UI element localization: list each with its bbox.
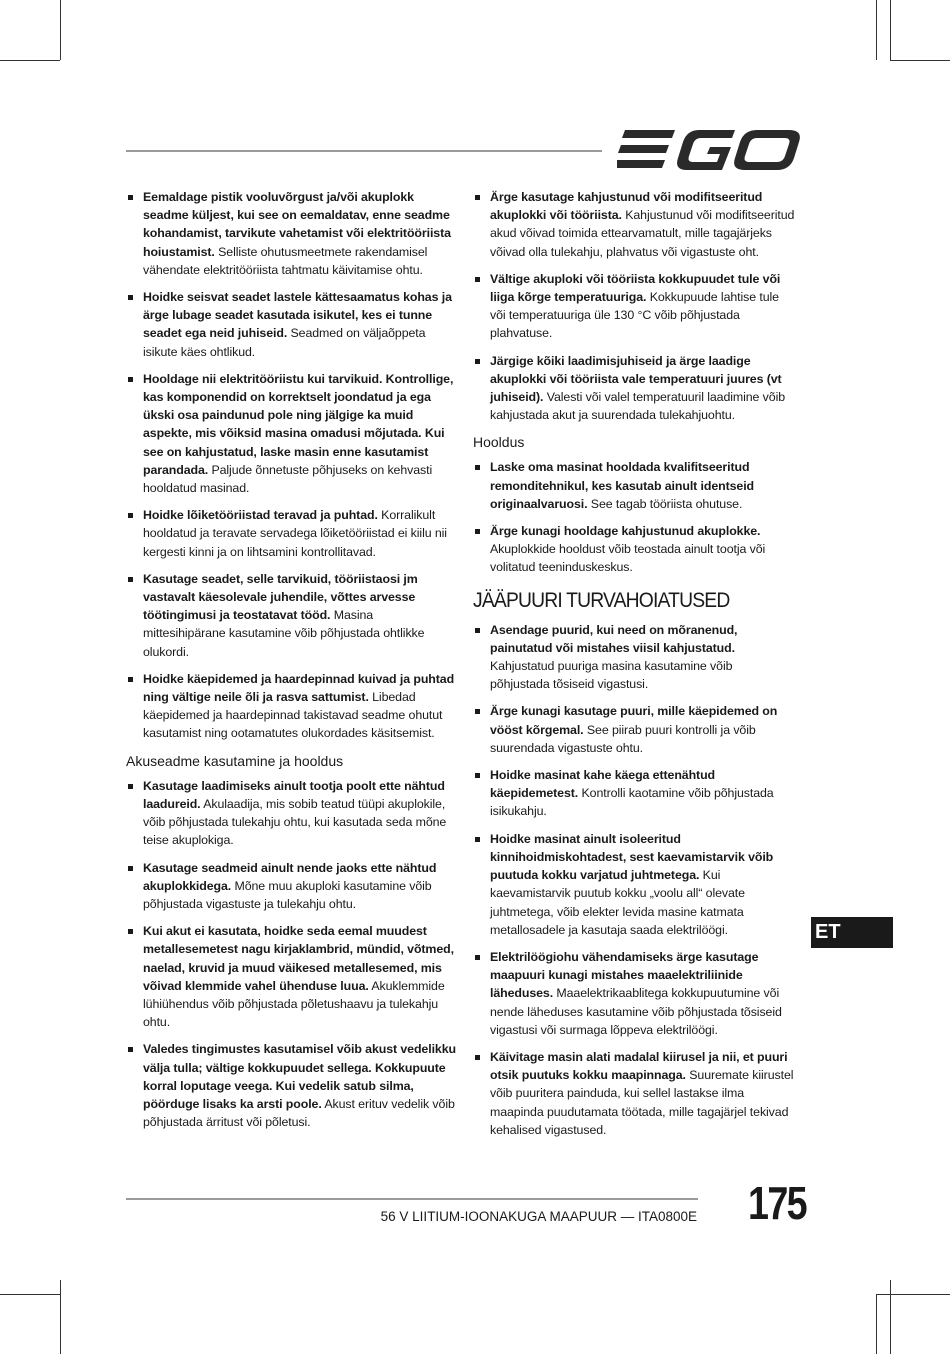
list-item: Valedes tingimustes kasutamisel võib akust vedelikku välja tulla; vältige kokkupuudet sellega. Kokkupuute korral loputage veega. Kui vedelik satub silma, pöörduge lisaks ka arsti poole. Akust erituv vedelik võib põhjustada ärritust või põletusi. (126, 1040, 456, 1131)
bullet-icon (128, 195, 133, 200)
section-subheading: Hooldus (473, 434, 525, 451)
bullet-icon (128, 577, 133, 582)
bullet-icon (128, 1047, 133, 1052)
crop-mark (890, 1280, 891, 1354)
bullet-icon (128, 677, 133, 682)
bullet-icon (475, 628, 480, 633)
list-item: Kasutage seadet, selle tarvikuid, tööriistaosi jm vastavalt käesolevale juhendile, võttes arvesse töötingimusi ja teostatavat tööd. Masina mittesihipärane kasutamine võib põhjustada ohtlikke olukordi. (126, 570, 456, 661)
bullet-icon (128, 866, 133, 871)
list-item: Hoidke seisvat seadet lastele kättesaamatus kohas ja ärge lubage seadet kasutada isikutel, kes ei tunne seadet ega neid juhiseid. Seadmed on väljaõppeta isikute käes ohtlikud. (126, 288, 456, 361)
list-item: Hooldage nii elektritööriistu kui tarvikuid. Kontrollige, kas komponendid on korrektselt joondatud ja ega ükski osa paindunud pole ning jälgige ka muid aspekte, mis võiksid masina omadusi mõjutada. Kui see on kahjustatud, laske masin enne kasutamist parandada. Paljude õnnetuste põhjuseks on kehvasti hooldatud masinad. (126, 370, 456, 497)
bullet-icon (128, 377, 133, 382)
bullet-icon (475, 277, 480, 282)
list-item: Hoidke masinat ainult isoleeritud kinnihoidmiskohtadest, sest kaevamistarvik võib puutuda kokku varjatud juhtmetega. Kui kaevamistarvik puutub kokku „voolu all“ olevate juhtmetega, võib elekter levida masine katmata metallosadele ja kasutaja saada elektrilöögi. (473, 830, 795, 939)
bullet-icon (475, 359, 480, 364)
left-column (126, 188, 456, 1140)
crop-mark (890, 60, 950, 61)
list-item: Asendage puurid, kui need on mõranenud, painutatud või mistahes viisil kahjustatud. Kahjustatud puuriga masina kasutamine võib põhjustada tõsiseid vigastusi. (473, 621, 795, 694)
bullet-icon (128, 929, 133, 934)
footer-title: 56 V LIITIUM-IOONAKUGA MAAPUUR — ITA0800E (380, 1209, 697, 1224)
bullet-icon (475, 1055, 480, 1060)
crop-mark (876, 0, 877, 60)
bullet-icon (475, 529, 480, 534)
crop-mark (60, 1280, 61, 1354)
bullet-icon (475, 955, 480, 960)
bullet-icon (128, 784, 133, 789)
list-item: Käivitage masin alati madalal kiirusel ja nii, et puuri otsik puutuks kokku maapinnaga. Suuremate kiirustel võib puuritera painduda, kui sellel lastakse ilma maapinda puudutamata töötada, mille tagajärjel tekivad kehalised vigastused. (473, 1048, 795, 1139)
list-item: Kui akut ei kasutata, hoidke seda eemal muudest metallesemetest nagu kirjaklambrid, mündid, võtmed, naelad, kruvid ja muud väikesed metallesemed, mis võivad klemmide vahel ühenduse luua. Akuklemmide lühiühendus võib põhjustada põletushaavu ja tulekahju ohtu. (126, 922, 456, 1031)
crop-mark (60, 0, 61, 60)
list-item: Ärge kunagi kasutage puuri, mille käepidemed on vööst kõrgemal. See piirab puuri kontrolli ja võib suurendada vigastuste ohtu. (473, 702, 795, 757)
crop-mark (876, 1294, 950, 1295)
list-item: Kasutage seadmeid ainult nende jaoks ette nähtud akuplokkidega. Mõne muu akuploki kasutamine võib põhjustada vigastuste ja tulekahju ohtu. (126, 859, 456, 914)
bullet-icon (128, 513, 133, 518)
list-item: Eemaldage pistik vooluvõrgust ja/või akuplokk seadme küljest, kui see on eemaldatav, enne seadme kohandamist, tarvikute vahetamist või elektritööriista hoiustamist. Selliste ohutusmeetmete rakendamisel vähendate elektritööriista tahtmatu käivitamise ohtu. (126, 188, 456, 279)
list-item: Hoidke masinat kahe käega ettenähtud käepidemetest. Kontrolli kaotamine võib põhjustada isikukahju. (473, 766, 795, 821)
footer-rule (126, 1198, 698, 1200)
crop-mark (0, 1294, 60, 1295)
bullet-icon (475, 837, 480, 842)
bullet-icon (475, 709, 480, 714)
list-item: Ärge kunagi hooldage kahjustunud akuplokke. Akuplokkide hooldust võib teostada ainult tootja või volitatud teeninduskeskus. (473, 522, 795, 577)
right-column (473, 188, 795, 1148)
ego-logo-icon (617, 128, 801, 172)
list-item: Hoidke käepidemed ja haardepinnad kuivad ja puhtad ning vältige neile õli ja rasva sattumist. Libedad käepidemed ja haardepinnad takistavad seadme ohutut kasutamist ning ootamatutes olukordades käsitsemist. (126, 670, 456, 743)
section-subheading: Akuseadme kasutamine ja hooldus (126, 752, 344, 769)
page-number: 175 (748, 1177, 807, 1229)
bullet-icon (475, 195, 480, 200)
list-item: Vältige akuploki või tööriista kokkupuudet tule või liiga kõrge temperatuuriga. Kokkupuude lahtise tule või temperatuuriga üle 130 °C võib põhjustada plahvatuse. (473, 270, 795, 343)
list-item: Järgige kõiki laadimisjuhiseid ja ärge laadige akuplokki või tööriista vale temperatuuri juures (vt juhiseid). Valesti või valel temperatuuril laadimine võib kahjustada akut ja suurendada tulekahjuohtu. (473, 352, 795, 425)
list-item: Ärge kasutage kahjustunud või modifitseeritud akuplokki või tööriista. Kahjustunud või modifitseeritud akud võivad toimida ettearvamatult, mille tagajärjeks võivad olla tulekahju, plahvatus või vigastuste oht. (473, 188, 795, 261)
section-heading: JÄÄPUURI TURVAHOIATUSED (473, 588, 730, 612)
list-item: Kasutage laadimiseks ainult tootja poolt ette nähtud laadureid. Akulaadija, mis sobib teatud tüüpi akuplokile, võib põhjustada tulekahju ohtu, kui kasutada seda mõne teise akuplokiga. (126, 777, 456, 850)
header-rule (126, 150, 602, 152)
list-item: Laske oma masinat hooldada kvalifitseeritud remonditehnikul, kes kasutab ainult identseid originaalvaruosi. See tagab tööriista ohutuse. (473, 458, 795, 513)
list-item: Elektrilöögiohu vähendamiseks ärge kasutage maapuuri kunagi mistahes maaelektriliinide läheduses. Maaelektrikaablitega kokkupuutumine või nende läheduses kasutamine võib põhjustada tõsiseid vigastusi või surmaga lõppeva elektrilöögi. (473, 948, 795, 1039)
crop-mark (890, 0, 891, 60)
bullet-icon (475, 465, 480, 470)
bullet-icon (475, 773, 480, 778)
crop-mark (0, 60, 60, 61)
list-item: Hoidke lõiketööriistad teravad ja puhtad. Korralikult hooldatud ja teravate servadega lõiketööriistad ei kiilu nii kergesti kinni ja on lihtsamini kontrollitavad. (126, 506, 456, 561)
bullet-icon (128, 295, 133, 300)
language-tab: ET (811, 917, 893, 948)
crop-mark (876, 1294, 877, 1354)
